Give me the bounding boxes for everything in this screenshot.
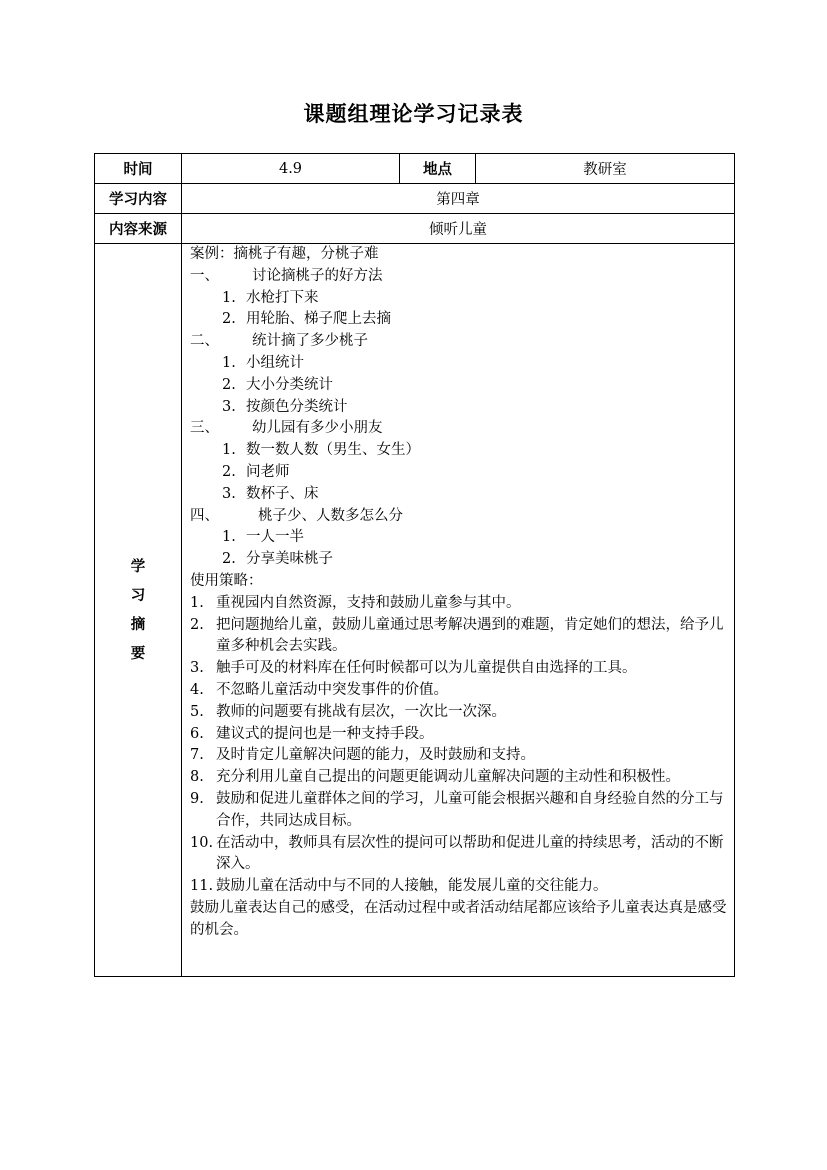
summary-label	[95, 244, 182, 977]
section-heading: 四、 桃子少、人数多怎么分	[190, 507, 403, 524]
list-item: 2. 大小分类统计	[222, 376, 333, 393]
content-value: 第四章	[182, 184, 735, 214]
summary-label-char: 学	[130, 558, 146, 575]
strategy-item: 2. 把问题抛给儿童，鼓励儿童通过思考解决遇到的难题，肯定她们的想法，给予儿童多种机会去实践。	[190, 616, 724, 655]
list-item: 2. 用轮胎、梯子爬上去摘	[222, 311, 391, 328]
closing-paragraph: 鼓励儿童表达自己的感受，在活动过程中或者活动结尾都应该给予儿童表达真是感受的机会。	[190, 899, 727, 938]
list-item: 3. 数杯子、床	[222, 485, 319, 502]
strategy-item: 4. 不忽略儿童活动中突发事件的价值。	[190, 681, 448, 698]
list-item: 1. 水枪打下来	[222, 289, 319, 306]
list-item: 2. 问老师	[222, 463, 290, 480]
summary-content	[182, 244, 735, 977]
list-item: 1. 数一数人数（男生、女生）	[222, 442, 420, 459]
strategy-item: 3. 触手可及的材料库在任何时候都可以为儿童提供自由选择的工具。	[190, 660, 637, 677]
strategy-item: 11. 鼓励儿童在活动中与不同的人接触，能发展儿童的交往能力。	[190, 878, 608, 895]
strategy-item: 9. 鼓励和促进儿童群体之间的学习，儿童可能会根据兴趣和自身经验自然的分工与合作，共同达成目标。	[190, 790, 724, 829]
strategy-item: 7. 及时肯定儿童解决问题的能力，及时鼓励和支持。	[190, 747, 535, 764]
source-label: 内容来源	[95, 214, 182, 244]
list-item: 3. 按颜色分类统计	[222, 398, 348, 415]
time-value: 4.9	[182, 154, 400, 184]
record-table	[94, 153, 735, 977]
summary-label-char: 摘	[130, 616, 146, 633]
list-item: 2. 分享美味桃子	[222, 551, 333, 568]
strategy-item: 1. 重视园内自然资源，支持和鼓励儿童参与其中。	[190, 594, 521, 611]
summary-label-char: 习	[130, 587, 146, 604]
strategy-item: 10. 在活动中，教师具有层次性的提问可以帮助和促进儿童的持续思考，活动的不断深入。	[190, 834, 724, 873]
summary-label-char: 要	[130, 645, 146, 662]
place-value: 教研室	[476, 154, 735, 184]
place-label: 地点	[400, 154, 476, 184]
strategy-item: 5. 教师的问题要有挑战有层次，一次比一次深。	[190, 703, 506, 720]
list-item: 1. 小组统计	[222, 354, 304, 371]
content-label: 学习内容	[95, 184, 182, 214]
time-label: 时间	[95, 154, 182, 184]
section-heading: 二、 统计摘了多少桃子	[190, 333, 368, 350]
page-title: 课题组理论学习记录表	[303, 101, 524, 126]
strategy-title: 使用策略：	[190, 572, 263, 589]
case-title: 案例：摘桃子有趣，分桃子难	[190, 246, 379, 262]
strategy-item: 8. 充分利用儿童自己提出的问题更能调动儿童解决问题的主动性和积极性。	[190, 769, 680, 786]
section-heading: 三、 幼儿园有多少小朋友	[190, 420, 383, 437]
source-value: 倾听儿童	[182, 214, 735, 244]
section-heading: 一、 讨论摘桃子的好方法	[190, 267, 383, 284]
strategy-item: 6. 建议式的提问也是一种支持手段。	[190, 725, 434, 742]
list-item: 1. 一人一半	[222, 529, 304, 546]
